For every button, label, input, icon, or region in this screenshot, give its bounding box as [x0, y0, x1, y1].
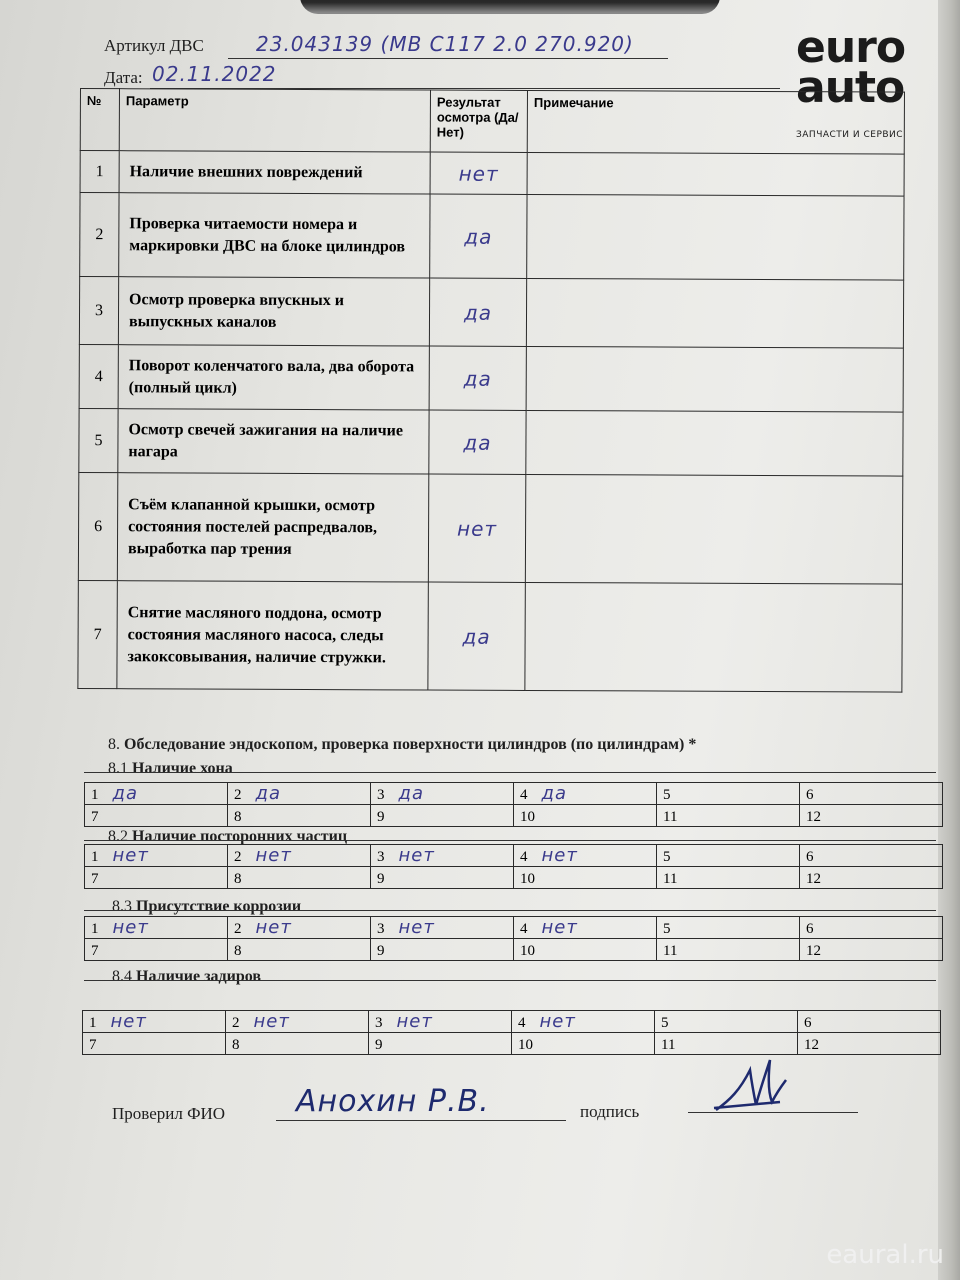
date-label: Дата:	[104, 68, 143, 87]
section8-title	[108, 736, 696, 754]
cylinder-row	[85, 867, 943, 889]
row-number: 7	[78, 580, 117, 688]
cylinder-number: 8	[234, 871, 242, 887]
cylinder-number: 2	[234, 787, 242, 803]
cylinder-cell	[657, 917, 800, 939]
cylinder-number: 2	[234, 849, 242, 865]
cylinder-cell	[514, 917, 657, 939]
cylinder-cell	[228, 783, 371, 805]
cylinder-number: 4	[520, 849, 528, 865]
cylinder-value: нет	[253, 1011, 290, 1032]
col-result-header: Результат осмотра (Да/Нет)	[430, 90, 527, 152]
cylinder-cell	[371, 867, 514, 889]
cylinder-value: нет	[541, 845, 578, 866]
cylinder-number: 9	[375, 1037, 383, 1053]
cylinder-cell	[85, 783, 228, 805]
row-note	[526, 346, 903, 412]
cylinder-value: да	[541, 783, 567, 804]
subsection-number: 8.1	[108, 760, 128, 777]
subsection-rule	[84, 772, 936, 773]
cylinder-cell	[228, 867, 371, 889]
table-row	[78, 580, 902, 692]
row-parameter: Проверка читаемости номера и маркировки ДВС на блоке цилиндров	[119, 193, 430, 278]
row-note	[526, 278, 903, 348]
cylinder-value: нет	[541, 917, 578, 938]
watermark: eaural.ru	[826, 1240, 944, 1270]
subsection-heading: Наличие хона	[132, 760, 233, 777]
cylinder-cell	[657, 939, 800, 961]
cylinder-number: 11	[663, 871, 678, 887]
cylinder-cell	[512, 1011, 655, 1033]
cylinder-cell	[371, 917, 514, 939]
cylinder-cell	[228, 939, 371, 961]
cylinder-value: нет	[398, 917, 435, 938]
subsection-title	[108, 760, 233, 778]
cylinder-number: 10	[518, 1037, 533, 1053]
row-number: 2	[80, 193, 119, 277]
cylinder-number: 1	[89, 1015, 97, 1031]
section8-number: 8.	[108, 736, 120, 753]
col-num-header: №	[80, 89, 119, 151]
cylinder-number: 5	[661, 1015, 669, 1031]
cylinder-row	[85, 845, 943, 867]
row-number: 4	[79, 344, 118, 408]
cylinder-cell	[85, 939, 228, 961]
cylinder-number: 3	[375, 1015, 383, 1031]
cylinder-cell	[798, 1011, 941, 1033]
clipboard-clip	[300, 0, 720, 14]
cylinder-number: 9	[377, 943, 385, 959]
cylinder-number: 12	[806, 871, 821, 887]
cylinder-number: 10	[520, 809, 535, 825]
cylinder-row	[83, 1033, 941, 1055]
cylinder-number: 1	[91, 849, 99, 865]
cylinder-cell	[228, 805, 371, 827]
date-value: 02.11.2022	[152, 62, 277, 86]
cylinder-number: 7	[89, 1037, 97, 1053]
row-parameter: Снятие масляного поддона, осмотр состояния масляного насоса, следы закоксовывания, наличие стружки.	[117, 581, 428, 690]
cylinder-cell	[85, 917, 228, 939]
table-row	[79, 277, 903, 349]
cylinder-number: 6	[806, 849, 814, 865]
table-row	[80, 151, 904, 197]
cylinder-grid	[84, 844, 943, 889]
cylinder-cell	[514, 845, 657, 867]
cylinder-number: 4	[518, 1015, 526, 1031]
cylinder-number: 4	[520, 787, 528, 803]
cylinder-number: 5	[663, 787, 671, 803]
cylinder-number: 9	[377, 871, 385, 887]
cylinder-number: 9	[377, 809, 385, 825]
section8-heading: Обследование эндоскопом, проверка поверхности цилиндров (по цилиндрам) *	[124, 736, 697, 753]
subsection-number: 8.3	[112, 898, 132, 915]
cylinder-cell	[83, 1033, 226, 1055]
cylinder-cell	[371, 845, 514, 867]
table-row	[79, 408, 903, 476]
cylinder-cell	[83, 1011, 226, 1033]
cylinder-grid	[84, 782, 943, 827]
cylinder-number: 12	[804, 1037, 819, 1053]
cylinder-value: нет	[396, 1011, 433, 1032]
subsection-heading: Наличие задиров	[136, 968, 262, 985]
cylinder-number: 3	[377, 787, 385, 803]
cylinder-number: 7	[91, 943, 99, 959]
cylinder-row	[83, 1011, 941, 1033]
cylinder-value: да	[255, 783, 281, 804]
row-result: да	[429, 278, 526, 346]
cylinder-cell	[655, 1011, 798, 1033]
cylinder-cell	[657, 783, 800, 805]
cylinder-cell	[226, 1011, 369, 1033]
cylinder-cell	[228, 917, 371, 939]
logo-line1: euro	[796, 22, 906, 73]
cylinder-cell	[514, 783, 657, 805]
cylinder-cell	[800, 867, 943, 889]
row-parameter: Съём клапанной крышки, осмотр состояния постелей распредвалов, выработка пар трения	[117, 473, 428, 582]
cylinder-cell	[369, 1011, 512, 1033]
row-result: да	[429, 410, 526, 474]
cylinder-value: нет	[112, 845, 149, 866]
cylinder-cell	[371, 805, 514, 827]
cylinder-value: нет	[112, 917, 149, 938]
cylinder-number: 3	[377, 849, 385, 865]
subsection-rule	[84, 910, 936, 911]
row-number: 3	[79, 277, 118, 345]
cylinder-cell	[514, 805, 657, 827]
cylinder-number: 6	[806, 921, 814, 937]
subsection-rule	[84, 840, 936, 841]
cylinder-cell	[800, 805, 943, 827]
signature-label: подпись	[580, 1102, 640, 1121]
logo-line2: auto	[796, 62, 905, 113]
cylinder-row	[85, 939, 943, 961]
subsection-heading: Присутствие коррозии	[136, 898, 302, 915]
cylinder-cell	[798, 1033, 941, 1055]
row-result: да	[428, 582, 525, 690]
cylinder-value: нет	[255, 845, 292, 866]
cylinder-number: 5	[663, 921, 671, 937]
cylinder-grid	[82, 1010, 941, 1055]
cylinder-cell	[85, 867, 228, 889]
cylinder-grid	[84, 916, 943, 961]
table-row	[78, 472, 902, 584]
cylinder-number: 6	[806, 787, 814, 803]
cylinder-number: 2	[234, 921, 242, 937]
table-row	[80, 193, 904, 281]
row-result: да	[430, 194, 527, 278]
article-underline	[228, 58, 668, 59]
subsection-title	[112, 968, 261, 986]
cylinder-value: нет	[110, 1011, 147, 1032]
checked-by-underline	[276, 1120, 566, 1121]
row-number: 6	[78, 472, 117, 580]
row-parameter: Наличие внешних повреждений	[119, 151, 430, 194]
row-parameter: Поворот коленчатого вала, два оборота (полный цикл)	[118, 345, 429, 410]
cylinder-cell	[512, 1033, 655, 1055]
row-parameter: Осмотр проверка впускных и выпускных каналов	[118, 277, 429, 346]
cylinder-cell	[371, 939, 514, 961]
row-note	[526, 410, 903, 476]
cylinder-number: 4	[520, 921, 528, 937]
cylinder-number: 10	[520, 943, 535, 959]
cylinder-number: 8	[234, 809, 242, 825]
subsection-title	[112, 898, 301, 916]
cylinder-cell	[800, 939, 943, 961]
subsection-heading: Наличие посторонних частиц	[132, 828, 348, 845]
checked-by-label: Проверил ФИО	[112, 1104, 226, 1123]
cylinder-number: 8	[234, 943, 242, 959]
cylinder-cell	[371, 783, 514, 805]
cylinder-cell	[85, 845, 228, 867]
table-row	[79, 344, 903, 412]
article-label: Артикул ДВС	[104, 36, 204, 55]
signature-mark	[710, 1050, 790, 1120]
cylinder-number: 3	[377, 921, 385, 937]
row-number: 1	[80, 151, 119, 193]
row-result: нет	[428, 474, 525, 582]
checked-by-value: Анохин Р.В.	[296, 1084, 490, 1119]
cylinder-number: 11	[663, 943, 678, 959]
cylinder-number: 12	[806, 809, 821, 825]
cylinder-number: 6	[804, 1015, 812, 1031]
cylinder-number: 5	[663, 849, 671, 865]
cylinder-cell	[657, 805, 800, 827]
cylinder-cell	[800, 783, 943, 805]
row-note	[525, 582, 902, 692]
cylinder-cell	[800, 845, 943, 867]
cylinder-value: нет	[539, 1011, 576, 1032]
cylinder-cell	[369, 1033, 512, 1055]
cylinder-number: 1	[91, 787, 99, 803]
cylinder-value: да	[112, 783, 138, 804]
article-value: 23.043139 (MB C117 2.0 270.920)	[256, 32, 634, 56]
cylinder-number: 10	[520, 871, 535, 887]
cylinder-cell	[226, 1033, 369, 1055]
row-parameter: Осмотр свечей зажигания на наличие нагара	[118, 409, 429, 474]
subsection-rule	[84, 980, 936, 981]
cylinder-number: 7	[91, 809, 99, 825]
cylinder-cell	[228, 845, 371, 867]
subsection-number: 8.4	[112, 968, 132, 985]
cylinder-number: 11	[663, 809, 678, 825]
cylinder-row	[85, 917, 943, 939]
cylinder-cell	[657, 867, 800, 889]
row-result: да	[429, 346, 526, 410]
col-note-header: Примечание	[527, 90, 904, 154]
cylinder-number: 1	[91, 921, 99, 937]
cylinder-cell	[657, 845, 800, 867]
cylinder-row	[85, 805, 943, 827]
cylinder-cell	[514, 867, 657, 889]
col-param-header: Параметр	[119, 89, 430, 152]
cylinder-number: 12	[806, 943, 821, 959]
cylinder-number: 2	[232, 1015, 240, 1031]
inspection-table	[77, 88, 905, 693]
cylinder-number: 11	[661, 1037, 676, 1053]
row-number: 5	[79, 408, 118, 472]
cylinder-value: нет	[398, 845, 435, 866]
logo-subtitle: ЗАПЧАСТИ И СЕРВИС	[796, 130, 904, 140]
cylinder-cell	[85, 805, 228, 827]
row-note	[527, 194, 904, 280]
cylinder-cell	[514, 939, 657, 961]
subsection-number: 8.2	[108, 828, 128, 845]
cylinder-value: нет	[255, 917, 292, 938]
table-header-row	[80, 89, 904, 155]
paper-edge	[938, 0, 960, 1280]
row-note	[525, 474, 902, 584]
row-note	[527, 152, 904, 196]
cylinder-cell	[800, 917, 943, 939]
row-result: нет	[430, 152, 527, 194]
cylinder-value: да	[398, 783, 424, 804]
cylinder-number: 8	[232, 1037, 240, 1053]
cylinder-number: 7	[91, 871, 99, 887]
cylinder-row	[85, 783, 943, 805]
